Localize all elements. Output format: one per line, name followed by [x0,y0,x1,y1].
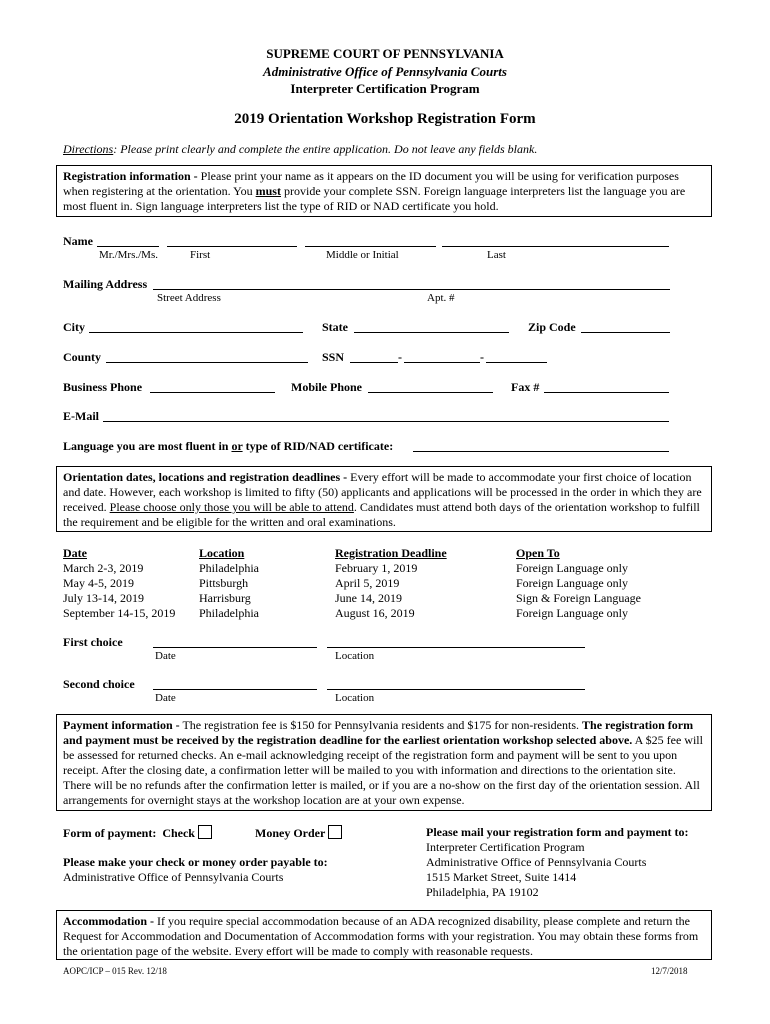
schedule-open-to-column [516,546,641,621]
email-field[interactable] [103,421,669,422]
zip-field[interactable] [581,332,670,333]
first-choice-date-field[interactable] [153,647,317,648]
directions: Directions: Please print clearly and complete the entire application. Do not leave any fields blank. [63,142,538,156]
schedule-deadline-column [335,546,447,621]
second-choice-date-field[interactable] [153,689,317,690]
payment-info-box: Payment information - The registration fee is $150 for Pennsylvania residents and $175 for non-residents. The registration form and payment must be received by the registration deadline for the earliest orientation workshop selected above. A $25 fee will be assessed for returned checks. An e-mail acknowledging receipt of the registration form and payment will be sent to you upon receipt. After the closing date, a confirmation letter will be mailed to you with information and directions to the orientation site. There will be no refunds after the confirmation letter is mailed, or if you are a no-show on the first day of the orientation session. All arrangements for overnight stays at the workshop location are at your own expense. [56,714,712,811]
ssn-part3-field[interactable] [486,362,547,363]
form-of-payment: Form of payment: Check [63,825,212,841]
schedule-open-to: Foreign Language only [516,606,628,620]
deadline-header: Registration Deadline [335,546,447,560]
schedule-open-to: Foreign Language only [516,576,628,590]
location-header: Location [199,546,245,560]
schedule-open-to: Foreign Language only [516,561,628,575]
title-sublabel: Mr./Mrs./Ms. [99,249,158,261]
court-name: SUPREME COURT OF PENNSYLVANIA [266,46,504,61]
ssn-part2-field[interactable] [404,362,480,363]
fax-field[interactable] [544,392,669,393]
location-sublabel: Location [335,692,375,704]
accommodation-box: Accommodation - If you require special accommodation because of an ADA recognized disability, please complete and return the Request for Accommodation and Documentation of Accommodation forms with your registration. You may obtain these forms from the orientation page of the website. Every effort will be made to comply with reasonable requests. [56,910,712,960]
middle-name-field[interactable] [305,246,436,247]
apt-sublabel: Apt. # [427,292,455,304]
payable-to: Administrative Office of Pennsylvania Courts [63,870,284,884]
mailing-address-label: Mailing Address [63,277,148,291]
state-field[interactable] [354,332,509,333]
schedule-deadline: June 14, 2019 [335,591,402,605]
county-label: County [63,350,102,364]
office-name: Administrative Office of Pennsylvania Courts [263,64,507,79]
form-id: AOPC/ICP – 015 Rev. 12/18 [63,966,167,976]
schedule-date: March 2-3, 2019 [63,561,144,575]
business-phone-label: Business Phone [63,380,143,394]
city-field[interactable] [89,332,303,333]
second-choice-label: Second choice [63,677,135,691]
ssn-dash-1: - [398,350,402,364]
date-sublabel: Date [155,650,176,662]
open-to-header: Open To [516,546,560,560]
form-title: 2019 Orientation Workshop Registration Form [234,111,536,127]
state-label: State [322,320,348,334]
program-name: Interpreter Certification Program [290,81,480,96]
first-sublabel: First [190,249,211,261]
schedule-location: Philadelphia [199,561,259,575]
date-sublabel: Date [155,692,176,704]
ssn-part1-field[interactable] [350,362,398,363]
location-sublabel: Location [335,650,375,662]
business-phone-field[interactable] [150,392,275,393]
schedule-open-to: Sign & Foreign Language [516,591,641,605]
mobile-phone-label: Mobile Phone [291,380,362,394]
language-label: Language you are most fluent in or type of RID/NAD certificate: [63,439,394,453]
orientation-info-box: Orientation dates, locations and registration deadlines - Every effort will be made to accommodate your first choice of location and date. However, each workshop is limited to fifty (50) applicants and applications will be processed in the order in which they are received. Please choose only those you will be able to attend. Candidates must attend both days of the orientation workshop to fulfill the requirement and be eligible for the written and oral examinations. [56,466,712,532]
schedule-date: July 13-14, 2019 [63,591,144,605]
money-order-checkbox[interactable] [328,825,342,839]
date-header: Date [63,546,87,560]
county-field[interactable] [106,362,308,363]
mail-heading: Please mail your registration form and payment to: [426,825,689,839]
schedule-date-column [63,546,175,621]
fax-label: Fax # [511,380,540,394]
schedule-deadline: February 1, 2019 [335,561,418,575]
title-field[interactable] [97,246,159,247]
mailing-address-field[interactable] [153,289,670,290]
street-sublabel: Street Address [157,292,221,304]
ssn-dash-2: - [480,350,484,364]
name-label: Name [63,234,93,248]
schedule-deadline: August 16, 2019 [335,606,415,620]
schedule-location-column [199,546,259,621]
middle-sublabel: Middle or Initial [326,249,399,261]
money-order-option: Money Order [255,825,342,841]
schedule-location: Harrisburg [199,591,251,605]
city-label: City [63,320,85,334]
language-field[interactable] [413,451,669,452]
schedule-location: Pittsburgh [199,576,249,590]
payable-heading: Please make your check or money order payable to: [63,855,328,869]
schedule-deadline: April 5, 2019 [335,576,400,590]
registration-info-box: Registration information - Please print your name as it appears on the ID document you will be using for verification purposes when registering at the orientation. You must provide your complete SSN. Foreign language interpreters list the language you are most fluent in. Sign language interpreters list the type of RID or NAD certificate you hold. [56,165,712,217]
first-choice-label: First choice [63,635,123,649]
mail-address: Interpreter Certification Program Administrative Office of Pennsylvania Courts 1515 Market Street, Suite 1414 Philadelphia, PA 19102 [426,840,647,899]
schedule-location: Philadelphia [199,606,259,620]
first-choice-location-field[interactable] [327,647,585,648]
check-checkbox[interactable] [198,825,212,839]
last-name-field[interactable] [442,246,669,247]
second-choice-location-field[interactable] [327,689,585,690]
last-sublabel: Last [487,249,506,261]
first-name-field[interactable] [167,246,297,247]
ssn-label: SSN [322,350,345,364]
revision-date: 12/7/2018 [651,966,688,976]
schedule-date: September 14-15, 2019 [63,606,176,620]
schedule-date: May 4-5, 2019 [63,576,134,590]
zip-label: Zip Code [528,320,576,334]
email-label: E-Mail [63,409,99,423]
mobile-phone-field[interactable] [368,392,493,393]
